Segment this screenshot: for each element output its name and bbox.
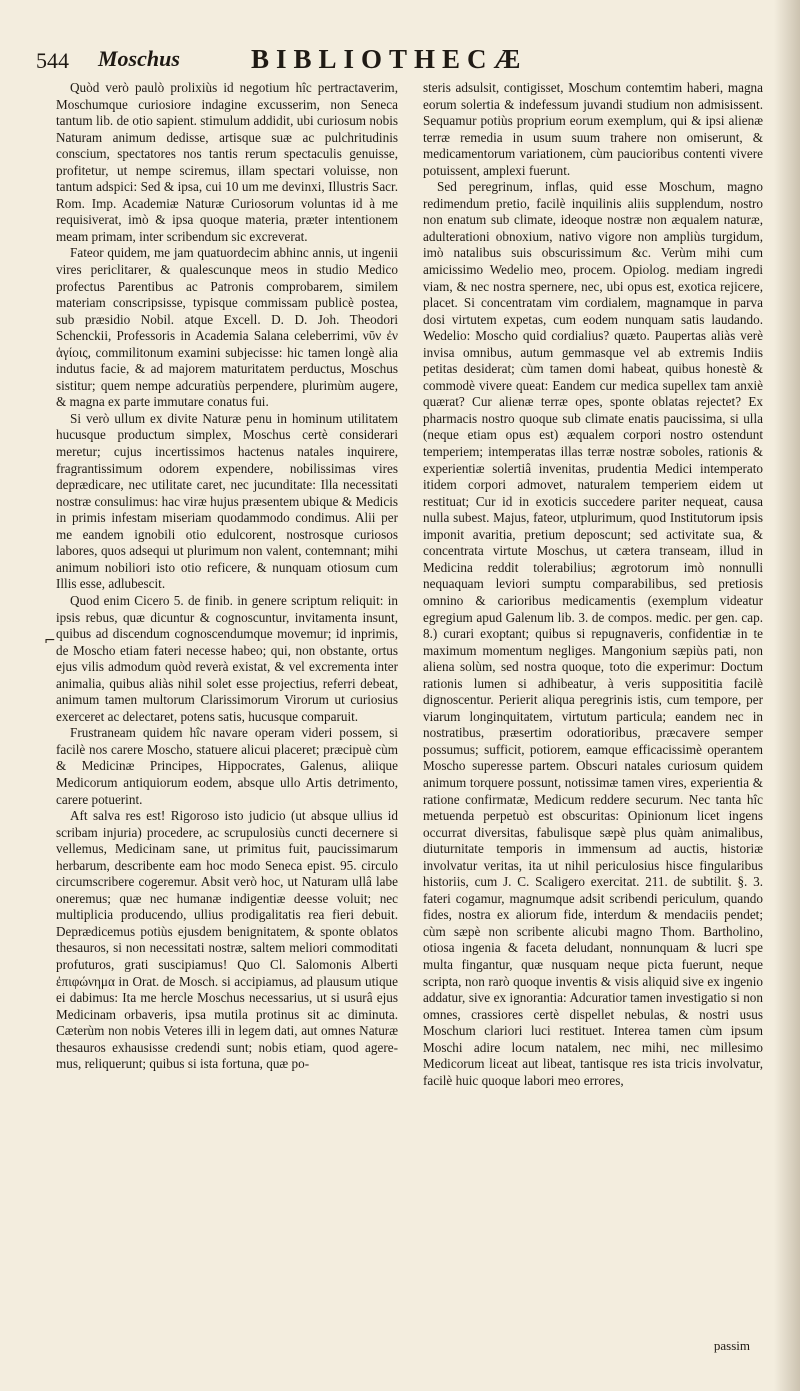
page-number: 544 — [36, 48, 69, 73]
paragraph: steris adsulsit, contigisset, Moschum contemtim haberi, magna eorum solertia & indefessum juvandi studium non admisissent. Sequamur potiùs proprium eorum exemplum, qui & ipsi alienæ terræ remedia in usum suum trahere non omiserunt, & medicamentorum variationem, cùm paucioribus contenti vivere potuissent, amplexi fuerunt. — [423, 80, 763, 178]
paragraph: Frustraneam quidem hîc navare operam videri possem, si facilè nos carere Moscho, statuere alicui placeret; præcipuè cùm & Medicinæ Principes, Hippocrates, Galenus, aliique Medicorum antiquiorum eodem, absque ullo Artis detrimento, carere potuerint. — [56, 725, 398, 807]
page-edge-shadow — [774, 0, 800, 1391]
running-head-title: BIBLIOTHECÆ — [251, 44, 528, 74]
paragraph: Aft salva res est! Rigoroso isto judicio (ut absque ullius id scribam injuria) procedere, ac scrupulosiùs cuncti decernere si vellemus, Medicinam sane, ut primitus fuit, paucissimarum herbarum, describente eam hoc modo Seneca epist. 95. circulo circumscribere cogeremur. Absit verò hoc, ut Naturam ullâ labe oneremus; quæ nec humanæ indigentiæ deesse voluit; nec multiplicia producendo, ullius prodigalitatis rea fieri debuit. Deprædicemus potiùs ejusdem benignitatem, & sponte oblatos thesauros, si non necessitati nostræ, saltem meliori commoditati profuturos, grati suscipiamus! Quo Cl. Salomonis Alberti ἐπιφώνημα in Orat. de Mosch. si accipiamus, ad plausum utique ei dabimus: Ita me hercle Moschus necessarius, ut si usurâ ejus Medicinam orbaveris, ipsa mutila protinus sit ac diminuta. Cæterùm non nobis Veteres illi in legem dati, aut omnes Naturæ thesauros exhausisse credendi sunt; nobis etiam, quod agere-mus, reliquerunt; quibus si ista fortuna, quæ po- — [56, 808, 398, 1072]
paragraph: Fateor quidem, me jam quatuordecim abhinc annis, ut ingenii vires periclitarer, & qualescunque meos in studio Medico profectus Parentibus ac Patronis comprobarem, similem materiam conscripsisse, typisque commissam publicè postea, sub præsidio Nobil. atque Excell. D. D. Joh. Theodori Schenckii, Professoris in Academia Salana celeberrimi, νῦν ἐν ἁγίοις, commilitonum examini subjecisse: hic tamen longè alia indutus facie, & ad majorem maturitatem perductus, Moschus sistitur; quem nempe adcuratiùs perpendere, plurimùm augere, & magna ex parte immutare conatus fui. — [56, 245, 398, 410]
paragraph: Si verò ullum ex divite Naturæ penu in hominum utilitatem hucusque productum simplex, Moschus certè considerari meretur; cujus incertissimos hactenus natales inquirere, fragrantissimum odorem expendere, nobilissimas vires deprædicare, nec utilitate caret, nec jucunditate: Illa necessitati nostræ consulimus: hac viræ hujus præsentem ubique & Medicis in primis infestam miseriam quodammodo condimus. Alii per me eandem ignobili otio edulcorent, nostrosque curiosos labores, quos adsequi ut plurimum non valent, contemnant; mihi animum nobiliori isto otio reficere, & nunquam otiosum cum Illis esse, adlubescit. — [56, 410, 398, 592]
paragraph: Sed peregrinum, inflas, quid esse Moschum, magno redimendum pretio, facilè inquilinis aliis supplendum, nostro non enatum sub climate, ideoque nostræ non æqualem naturæ, adulterationi obnoxium, nativo vigore non ampliùs turgidum, imò natalibus suis obscurissimum &c. Verùm mihi cum amicissimo Wedelio meo, procem. Opiolog. mediam ingredi viam, & nec nostra spernere, nec, ubi opus est, exotica rejicere, placet. Si concentratam vim cordialem, magnamque in parva dosi virtutem expetas, cum eodem nunquam satis laudando. Wedelio: Moscho quid cordialius? quæto. Paupertas aliàs verè invisa omnibus, autum gemmasque vel ab extremis Indiis petitas desiderat; cùm tamen domi habeat, quibus honestè & commodè vivere queat: Eandem cur medica supellex tam anxiè quærat? Cur alienæ terræ opes, sponte oblatas rejectet? Ex pharmacis nostro quoque sub climate enatis paucissima, si ulla (neque etiam opus est) æqualem corpori nostro ostendunt temperiem; intemperatas illas terræ nostræ soboles, rationis & experientiæ solertiâ invenitas, prudentia Medici intemperato itidem corpori admovet, naturalem temperiem eidem ut restituat; Cur id in exoticis succedere pariter nequeat, causa nulla subest. Majus, fateor, utplurimum, quod Institutorum ipsis imponit avaritia, pretium deposcunt; sed activitate sua, & concentrata virtute Moschus, ut cætera transeam, illud in Medicina reddit tolerabilius; ægrotorum imò nonnulli nequaquam leviori sumptu comparabilibus, sed pretiosis omnino & carioribus medicamentis (exemplum videatur egregium apud Galenum lib. 3. de compos. medic. per gen. cap. 8.) curari exoptant; quibus si repugnaveris, confidentiæ in te maximum momentum negliges. Mangonium sæpiùs pati, non aliena solùm, sed nostra quoque, toto die experimur: Doctum rationis lumen si adhibeatur, à veris supposititia facilè dignoscentur. Perierit aliqua peregrinis istis, cum tempore, per viarum longinquitatem, virtutum particula; eandem nec in nostratibus, præsertim odoratioribus, præcavere semper possumus; sufficit, potiorem, eamque efficacissimè operantem Moscho superesse partem. Obscuri natales curiosum quidem animum torquere possunt, notissimæ tamen vires, experientia & ratione confirmatæ, Medicum reddere securum. Nec tanta hîc metuenda perpetuò est obscuritas: Opinionum licet ingens occurrat diversitas, fabulisque sæpè plus quàm animalibus, diuturnitate temporis in immensum ad auctis, historiæ involvatur veritas, ita ut nihil periculosius hisce fingularibus historiis, cum J. C. Scaligero exercitat. 211. de subtilit. §. 3. fateri cogamur, magnumque adsit scribendi periculum, quando fides, nostra ex aliorum fide, interdum & mendaciis pendet; cùm sæpè non scribente alicubi magno Thom. Bartholino, otiosa ingenia & faceta deludant, nonnunquam & lucri spe multa fingantur, quæ nusquam neque picta fuerunt, neque scripta, non rarò quoque inventis & visis aliquid sive ex ingenio addatur, sive ex ignorantia: Adcuratior tamen investigatio si non omnes, crassiores certè dispellet nebulas, & nostri usus Moschum clariori luci restituet. Interea tamen cùm ipsum Moschi adire locum natalem, nec mihi, nec millesimo Medicorum liceat aut libeat, tantisque res ista tricis involvatur, facilè huic quoque labori meo errores, — [423, 179, 763, 1088]
paragraph: Quod enim Cicero 5. de finib. in genere scriptum reliquit: in ipsis rebus, quæ dicuntur & cognoscuntur, invitamenta insunt, quibus ad discendum cognoscendumque movemur; id inprimis, de Moscho etiam fateri necesse habeo; qui, non obstante, ortus ejus vilis admodum quòd reverà existat, & vel excrementa inter animalia, quibus aliàs nihil solet esse projectius, referri debeat, animum tamen multorum Clarissimorum Virorum ut curiosius exerceret ac delectaret, potens satis, hucusque comparuit. — [56, 592, 398, 724]
catchword: passim — [713, 1338, 750, 1353]
left-text-column — [56, 80, 398, 1073]
page-header — [36, 44, 794, 76]
paragraph: Quòd verò paulò prolixiùs id negotium hîc pertractaverim, Moschumque curiosiore indagine excusserim, non Seneca tantum lib. de otio sapient. stimulum addidit, ubi curiosum nobis Naturam animum dedisse, artisque suæ ac pulchritudinis conscium, spectatores nos tantis rerum spectaculis genuisse, profitetur, ut nempe sciremus, illam spectari voluisse, non tantum adspici: Sed & ipsa, cui 10 um me devinxi, Illustris Sacr. Rom. Imp. Academiæ Naturæ Curiosorum voluntas id à me requisiverat, imò & ipsa quoque materia, præter intentionem meam primam, inter scribendum sic excreverat. — [56, 80, 398, 244]
right-text-column — [423, 80, 763, 1089]
margin-mark: ⌐ — [44, 633, 56, 649]
running-head-subject: Moschus — [98, 46, 180, 71]
